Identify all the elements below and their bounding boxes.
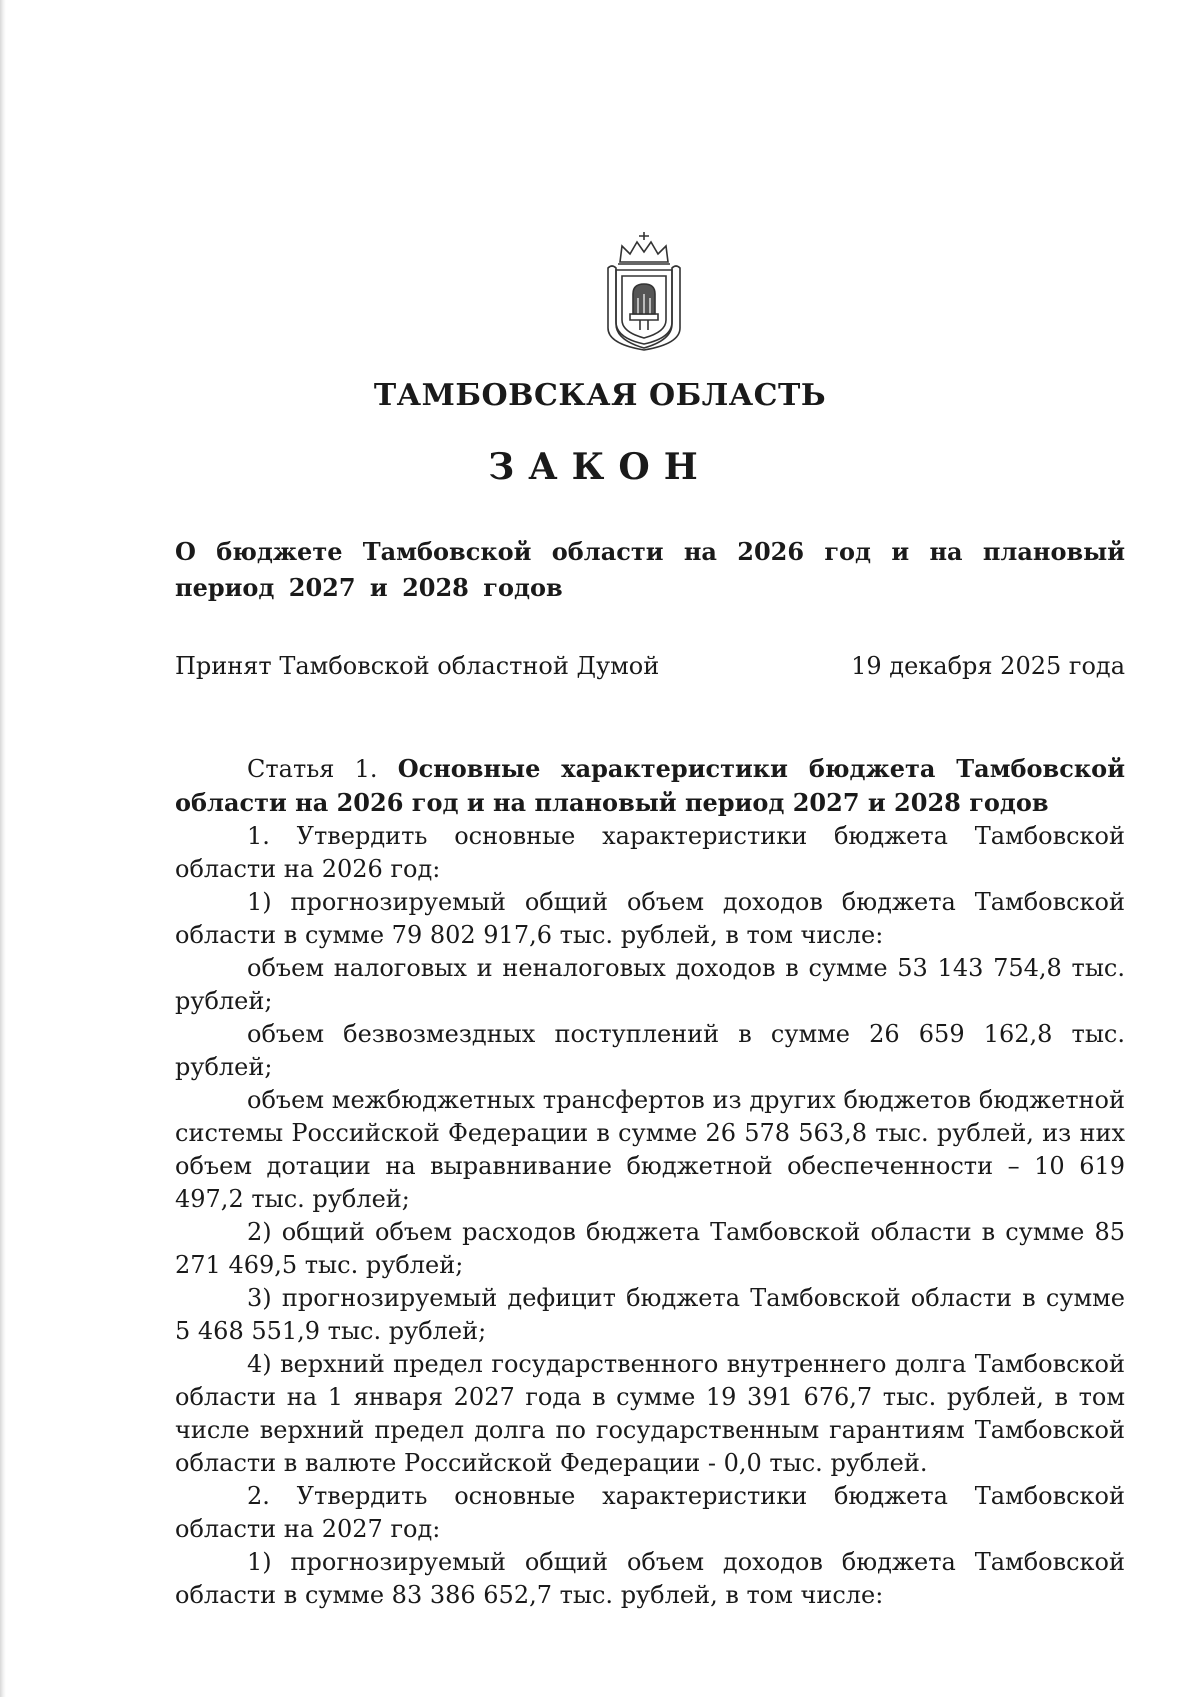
article-title: Основные характеристики бюджета Тамбовской области на 2026 год и на плановый период 2027 и 2028 годов [175,754,1125,817]
paragraph: 3) прогнозируемый дефицит бюджета Тамбовской области в сумме 5 468 551,9 тыс. рублей; [175,1284,1125,1345]
region-name: ТАМБОВСКАЯ ОБЛАСТЬ [373,378,827,413]
paragraph: 2. Утвердить основные характеристики бюджета Тамбовской области на 2027 год: [175,1482,1125,1543]
law-title: О бюджете Тамбовской области на 2026 год и на плановый период 2027 и 2028 годов [175,537,1125,602]
paragraph: объем безвозмездных поступлений в сумме 26 659 162,8 тыс. рублей; [175,1020,1125,1081]
scan-edge [0,0,6,1697]
paragraph: 1. Утвердить основные характеристики бюджета Тамбовской области на 2026 год: [175,822,1125,883]
article-heading [175,752,1125,820]
paragraph: 2) общий объем расходов бюджета Тамбовской области в сумме 85 271 469,5 тыс. рублей; [175,1218,1125,1279]
article-1 [175,752,1125,1612]
paragraph: объем налоговых и неналоговых доходов в сумме 53 143 754,8 тыс. рублей; [175,954,1125,1015]
adoption-date: 19 декабря 2025 года [851,652,1125,680]
adoption-line [175,648,1125,684]
paragraph: объем межбюджетных трансфертов из других бюджетов бюджетной системы Российской Федерации в сумме 26 578 563,8 тыс. рублей, из них объем дотации на выравнивание бюджетной обеспеченности – 10 619 497,2 тыс. рублей; [175,1086,1125,1213]
article-label: Статья 1. [247,755,378,783]
adopted-by: Принят Тамбовской областной Думой [175,652,660,680]
document-type: ЗАКОН [488,446,712,488]
paragraph: 1) прогнозируемый общий объем доходов бюджета Тамбовской области в сумме 83 386 652,7 тыс. рублей, в том числе: [175,1548,1125,1609]
coat-of-arms-icon [602,228,686,352]
paragraph: 4) верхний предел государственного внутреннего долга Тамбовской области на 1 января 2027 года в сумме 19 391 676,7 тыс. рублей, в том числе верхний предел долга по государственным гарантиям Тамбовской области в валюте Российской Федерации - 0,0 тыс. рублей. [175,1350,1125,1477]
paragraph: 1) прогнозируемый общий объем доходов бюджета Тамбовской области в сумме 79 802 917,6 тыс. рублей, в том числе: [175,888,1125,949]
